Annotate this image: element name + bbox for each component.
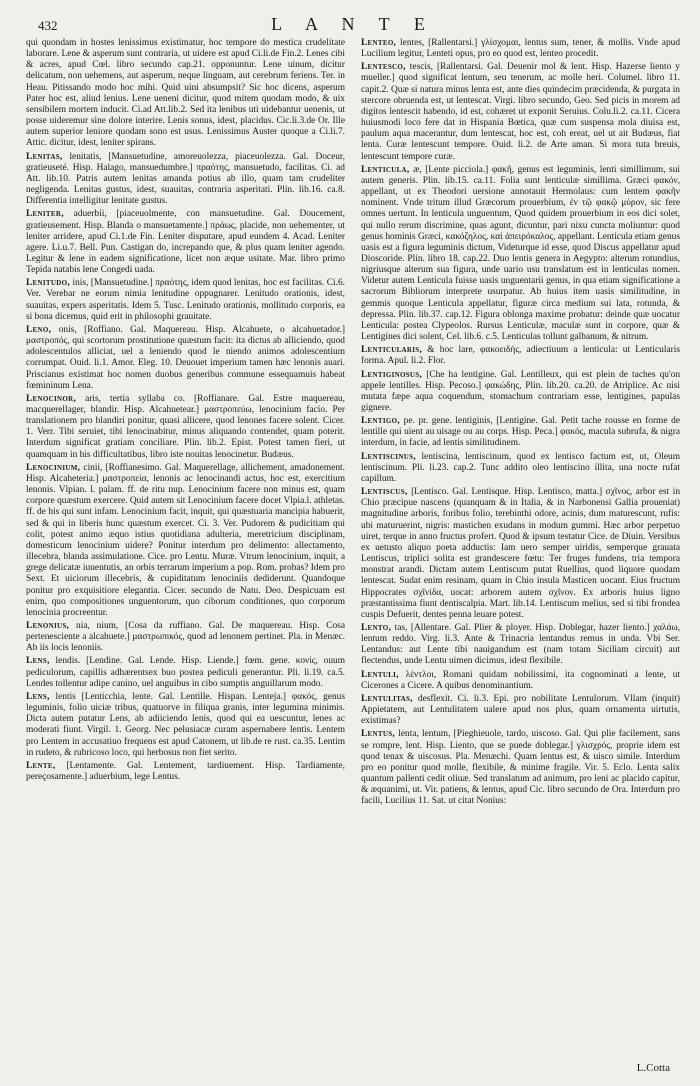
dictionary-entry — [361, 623, 680, 668]
entry-headword: Lentigo, — [361, 416, 401, 427]
entry-text: cinii, [Roffianesimo. Gal. Maquerellage, allichement, amadonement. Hisp. Alcaheteria.] μαστροπεία, lenonis ac lenocinandi actus, hoc est, exercitium lenonis. Vlpian. l. palam. ff. de ritu nup. Lenocinium facere non minus est, quam corpore quæstum exercere. Quid autem sit Lenocinium facere docet Vlpia.l. athletas. ff. de his qui sunt infam. Lenocinium facit, inquit, qui quæstuaria mancipia habuerit, sed & qui in liberis hunc quæstum exercet. Ci. 3. Ver. Pudorem & pudicitiam qui colit, potest animo æquo istius quotidiana adulteria, meretricium disciplinam, domesticum lenocinium uidere? Ponitur interdum pro delimento: allectamento, illecebra, blanda assimulatione. Cice. pro Lentu. Muræ. Vtrum lenocinium, inquit, a grege delicatæ iuuentutis, an orbis terrarum imperium a pop. Rom. probas? Idem pro Sext. Et uiciorum illecebris, & cupiditatum lenociniis dediderunt. Quandoque ponitur pro exquisitiore elegantia. Cicer. secundo de Natu. Deo. Despicuam est enim, quo compositiones unguentorum, quo ciborum conditiones, quo corporum lenocinia procreentur. — [26, 462, 346, 618]
dictionary-entry — [361, 670, 680, 692]
entry-headword: Lenticularis, — [361, 345, 423, 356]
entry-headword: Lenticula, — [361, 164, 410, 175]
entry-text: [Che ha lentigine. Gal. Lentilleux, qui est plein de taches qu'on appele lentilles. Hisp. Pecoso.] φακώδης, Plin. lib.20. ca.20. de Atriplice. Ac nisi mutata fæpe aqua coquendum, stomachum contrariam esse, lentigines, papulas gignere. — [361, 369, 681, 413]
dictionary-entry — [26, 38, 345, 150]
dictionary-entry — [361, 38, 680, 60]
left-column — [26, 38, 345, 809]
entry-headword: Lentiginosus, — [361, 369, 423, 380]
page-number: 432 — [38, 18, 58, 33]
entry-text: onis, [Roffiano. Gal. Maquereau. Hisp. Alcahuete, o alcahuetador.] μαστροπός, qui scortorum prostitutione quæstum facit: ita dictus ab alliciendo, quod adolescentulos alliciat, uel a leniendo quod le niendo animos adolescentium corrumpat. Ouid. li.1. Amor. Eleg. 10. Deuouet imperium tamen hæc lenonis auari. Priscianus existimat hoc nomen duobus generibus commune essequamuis habeat fœmininum Lena. — [26, 324, 345, 391]
entry-headword: Lenocinium, — [26, 462, 81, 473]
dictionary-entry — [26, 325, 345, 392]
entry-text: lenitatis, [Mansuetudine, amoreuolezza, piaceuolezza. Gal. Doceur, gratieuseté. Hisp. Halago, mansuedumbre.] πραότης, mansuetudo, facilitas. Ci. ad Att. lib.10. Patris autem lenitas amanda potius ab illo, quam tam crudeliter negligenda. Lenitas gustus, idest, suauitas, contraria asperitati. Plin. lib.16. ca.8. Differentia intelligitur lenitate gustus. — [26, 151, 346, 207]
entry-headword: Lente, — [26, 760, 56, 771]
entry-text: aris, tertia syllaba co. [Roffianare. Gal. Estre maquereau, macquerellager, blandir. Hisp. Alcahuetear.] μαστροπεύω, lenocinium facio. Per translationem pro blandiri ponitur, quasi allicere, quod lenones facere solent. Cicer. 1. Verr. Tibi seruiet, tibi lenocinabitur, minus aliquando contendet, quam poterit. Interdum significat gratiam conciliare. Plin. lib.2. Epist. Potest tamen fieri, ut quamquam in his difficultatibus, libro iste nouitas lenocinetur. Budæus. — [26, 393, 346, 460]
entry-headword: Lentulitas, — [361, 693, 413, 704]
entry-headword: Lens, — [26, 691, 50, 702]
entry-text: λέντλοι, Romani quidam nobilissimi, ita cognominati a lente, ut Cicerones a Cicere. A quibus denominantium. — [361, 669, 681, 691]
entry-text: nia, nium, [Cosa da ruffiano. Gal. De maquereau. Hisp. Cosa pertenesciente a alcahuete.] μαστρωπικός, quod ad lenonem pertinet. Pla. in Menæc. Ab iis locis lenoniis. — [26, 620, 345, 654]
entry-text: qui quondam in hostes lenissimus existimatur, hoc tempore do mestica crudelitate laborare. Lene & asperum sunt contraria, ut uidere est apud Ci.li.de Fin.2. Lenes cibi & acres, apud Cœl. libro secundo cap.21. opponuntur. Lene uinum, dicitur delicatum, non uehemens, aut asperum, neque linguam, aut cerebrum feriens. Ter. in Heau. Pitissando modo hoc mihi. Quid uini absumpsit? Sic hoc dicens, asperum Pater hoc est, aliud lenius. Lene ueneni dicitur, quod mitem quodam modo, & uix sensibilem mortem inducit. Ci.ad Att.lib.2. Sed ita lenibus uti uidebantur uenenis, ut posse uideremur sine dolore interire. Lenis sonus, idest, placidus. Cic.li.3.de Or. Ille autem superior leniore quodam sono est usus. Lenissimus Auster quoque a Ci.li.7. Attic. dicitur, idest, leniter spirans. — [26, 38, 345, 149]
dictionary-entry — [361, 452, 680, 485]
entry-text: lenta, lentum, [Pieghieuole, tardo, uiscoso. Gal. Qui plie facilement, sans se rompre, lent. Hisp. Liento, que se puede doblegar.] γλισχρός, proprie idem est quod tenax & uiscosus. Pla. Menæchi. Quam lentus est, & uisco simile. Interdum pro eo ponitur quod molle, flexibile, & minime fragile. Vir. 5. Eclo. Lenta salix quantum pallenti cedit oliuæ. Sed translatum ad animum, pro leni ac placido capitur, & æquanimi, ut. Vir. patiens, & lentus, apud Cic. libro secundo de Ora. Interdum pro facili, Lucilius 11. Sat. ut citat Nonius: — [361, 729, 681, 807]
dictionary-entry — [26, 209, 345, 276]
entry-text: tescis, [Rallentarsi. Gal. Deuenir mol & lent. Hisp. Hazerse liento y mueller.] quod significat lentum, seu tenerum, ac molle heri. Columel. libro 11. capit.2. Quæ si natura minus lenta est, ante dies quindecim præcidenda, & purgata in stercore obruenda est, ut lentescat. Virgi. libro secundo, Geo. Sed picis in morem ad digitos lentescit habendo, id est, cohæret ut exponit Seruius. Colu.li.2. ca.11. Cicera huiusmodi loco fere dat in Hispania Bœtica, quæ cum suspensa mola diuisa est, paulum aqua macerantur, dum lentescat, hoc est, coh ereat, uel ut ait Budæus, fiat lenta. Curæ lentescunt tempore. Ouid. li.2. de Arte aman. Si mora tuta breuis, lentescunt tempore curæ. — [361, 62, 680, 162]
catchword: L.Cotta — [636, 1062, 670, 1074]
page-header — [26, 14, 680, 36]
entry-text: pe. pr. gene. lentiginis, [Lentigine. Gal. Petit tache rousse en forme de lentille qui uient au uisage ou au corps. Hisp. Peca.] φακός, macula subrufa, & nigra interdum, in facie, ad lentis similitudinem. — [361, 416, 680, 449]
dictionary-entry — [26, 152, 345, 208]
entry-text: desflexit. Ci. li.3. Epi. pro nobilitate Lentulorum. Vllam (inquit) Appietatem, aut Lentulitatem ualere apud nos plus, quam ornamenta uirtutis, existimas? — [361, 693, 681, 727]
entry-headword: Lentiscus, — [361, 487, 408, 498]
entry-text: lendis. [Lendine. Gal. Lende. Hisp. Liende.] fœm. gene. κονίς, ouum pediculorum, capillis adhærentsex buo postea pediculi generantur. Pli. li.19. ca.5. Lendes tollentur adipe canino, uel anguibus in cibo sumptis anguillarum modo. — [26, 656, 346, 689]
entry-text: lentiscina, lentiscinum, quod ex lentisco factum est, ut, Oleum lentiscinum. Pli. li.23. cap.2. Tunc addito oleo lentiscino illita, una nocte rufat capillum. — [361, 451, 680, 484]
entry-headword: Lenteo, — [361, 38, 397, 48]
dictionary-entry — [26, 394, 345, 461]
running-head: L A N T E — [271, 14, 435, 34]
dictionary-entry — [361, 416, 680, 449]
entry-text: aduerbii, [piaceuolmente, con mansuetudine. Gal. Doucement, gratieusement. Hisp. Blanda o mansuetamente.] πράως, placide, non uehementer, ut leniter arridere, apud Ci.1.de Fin. Leniter disputare, apud eundem 4. Acad. Leniter agere. Li.u.7. Bell. Pun. Castigan do, increpando que, & plus quam leniter agendo. Legitur & lene in eadem significatione, licet non æque usitate. Mar. libro primo Tepida natabis lene Congedi uada. — [26, 209, 345, 276]
dictionary-columns — [26, 38, 680, 809]
entry-headword: Lenonius, — [26, 620, 70, 631]
entry-headword: Lentuli, — [361, 669, 399, 680]
entry-headword: Lento, — [361, 622, 392, 633]
dictionary-entry — [361, 345, 680, 367]
dictionary-entry — [26, 692, 345, 759]
entry-text: inis, [Mansuetudine.] πραότης, idem quod lenitas, hoc est facilitas. Ci.6. Ver. Verebar ne eorum nimia lenitudine oppugnarer. Lenitudo orationis, idest, suauitas, expers asperitatis. Idem 5. Tusc. Lenitudo orationis, mollitudo corporis, ea si bona dicemus, quid erit in philosophi grauitate. — [26, 278, 346, 322]
dictionary-entry — [361, 729, 680, 807]
entry-headword: Leno, — [26, 324, 52, 335]
right-column — [361, 38, 680, 809]
dictionary-entry — [361, 370, 680, 415]
entry-text: tas, [Allentare. Gal. Plier & ployer. Hisp. Doblegar, hazer liento.] χαλάω, lentum reddo. Virg. li.3. Ante & Trinacria lentandus remus in unda. Vbi Ser. Lentandus: aut Lente tibi nauigandum est (nam totam Siciliam circuit) aut flectendus, unde Lentu uimen dicimus, idest flexibile. — [361, 622, 681, 667]
dictionary-entry — [361, 165, 680, 344]
entry-headword: Lens, — [26, 656, 50, 667]
dictionary-entry — [361, 694, 680, 727]
entry-text: [Lentamente. Gal. Lentement, tardiuement. Hisp. Tardiamente, pereçosamente.] aduerbium, lege Lentus. — [26, 760, 345, 782]
entry-text: lentis [Lenticchia, lente. Gal. Lentille. Hispan. Lenteja.] φακός, genus leguminis, folio uiciæ tribus, quatuorve in filiqua granis, inter legumina minimis. Dicta autem putatur Lens, ab adiiciendo lenis, quod qui ea uescuntur, lenes ac moderati fiunt. Virgil. 1. Georg. Nec pelusiacæ curam aspernabere lentis. Lentem pro Lentem in accusatiuo frequens est apud Catonem, ut lib.de re rust. ca.35. Lentim in rudeto, & rubricoso loco, qui herbosus non fiet serito. — [26, 691, 346, 758]
entry-headword: Lentesco, — [361, 62, 406, 73]
entry-text: & hoc lare, φακοειδής, adiectiuum a lenticula: ut Lenticularis forma. Apul. li.2. Flor. — [361, 345, 680, 367]
dictionary-entry — [26, 278, 345, 323]
entry-text: æ, [Lente picciola.] φακῆ, genus est leguminis, lenti simillimum, sui autem generis. Plin. lib.15. ca.11. Folia sunt lenticulæ simillima. Græci φακόν, appellant, ut ex Theodori uersione annotauit Hermolaus: cum lentem φακῆν nominent. Vnde tritum illud Græcorum prouerbium, ἐν τῷ φακῷ μύρον, sic fere omnes uertunt. In lenticula unguentum, Quod quidem prouerbium in eos dici solet, qui nullo rerum discrimine, quas agunt, dicuntur, pari nixu cuncta moliuntur: quod genus hominis Græci, κακόζηλος, καὶ ἀπειρόκαλος, appellant. Lenticula etiam genus uasis est a figura leguminis dictum, Videturque id esse, quod Discus appellatur apud Dioscoride. Plin. libro 18. cap.22. Duo lentis genera in Aegypto: alterum rotundius, nigriusque alterum sua figura, unde uario usu translatum est in lenticulas nomen. Videtur autem Lenticula fuisse uasis unguentarii genus, in qua etiam significatione a sacrorum Bibliorum interprete usurpatur. Ab huius item uasis similitudine, in gemmis quoque Lenticula appellatur, figuræ circa medium sui lata, rotunda, & depressa. Plin. lib.37. cap.12. Figura oblonga maxime probatur: deinde quæ uocatur Lenticula: postea Clypeolos. Rursus Lenticulæ, maculæ sunt in corpore, quæ & Lentigines dici solent, Cel. lib.6. c.5. Lenticulas tollunt galbanum, & nitrum. — [361, 164, 680, 343]
dictionary-entry — [26, 656, 345, 689]
dictionary-entry — [26, 463, 345, 619]
entry-headword: Lentiscinus, — [361, 451, 416, 462]
dictionary-entry — [26, 621, 345, 654]
entry-text: lentes, [Rallentarsi.] γλίσχομαι, lentus sum, tener, & mollis. Vnde apud Lucilium legitur, Lenteti opus, pro eo quod est, lenteo procedit. — [361, 38, 681, 60]
dictionary-entry — [361, 487, 680, 621]
entry-headword: Leniter, — [26, 209, 64, 220]
entry-headword: Lenitas, — [26, 151, 63, 162]
entry-headword: Lentus, — [361, 729, 396, 740]
dictionary-entry — [361, 62, 680, 162]
dictionary-entry — [26, 761, 345, 783]
entry-text: [Lentisco. Gal. Lentisque. Hisp. Lentisco, matta.] σχῖνος, arbor est in Chio præcipue nascens (quanquam & in Italia, & in Narbonensi Gallia proueniat) magnitudine arboris, foribus folio, terebinthi odore, acinis, dum maturescunt, rufis: ubi maturuerint, nigris: mastichen exudans in modum gummi. Hæc arbor perpetuo uiret, terque in anno fructus profert. Quod & ipsum testatur Cice. de Diuin. Versibus ex uetusto aliquo poeta adductis: Iam uero semper uiridis, semperque grauata Lentiscus, triplici solita est grandescere fœtu: Ter fruges fundens, tria tempora monstrat arandi. Dictam autem Lentiscum putat Ruellius, quod liquore quodam lentescat. Sudat enim resinam, quam in Chio insula Masticen uocant. Eius fructum Hippocrates σχῖνίδα, uocat: arborem autem σχῖνον. Ex arboris huius ligno præstantissima fiunt dentiscalpia. Mart. lib.14. Lentiscum melius, sed si tibi frondea cuspis Defuerit, dentes penna leuare potest. — [361, 487, 681, 620]
entry-headword: Lenocinor, — [26, 393, 77, 404]
entry-headword: Lenitudo, — [26, 278, 70, 289]
